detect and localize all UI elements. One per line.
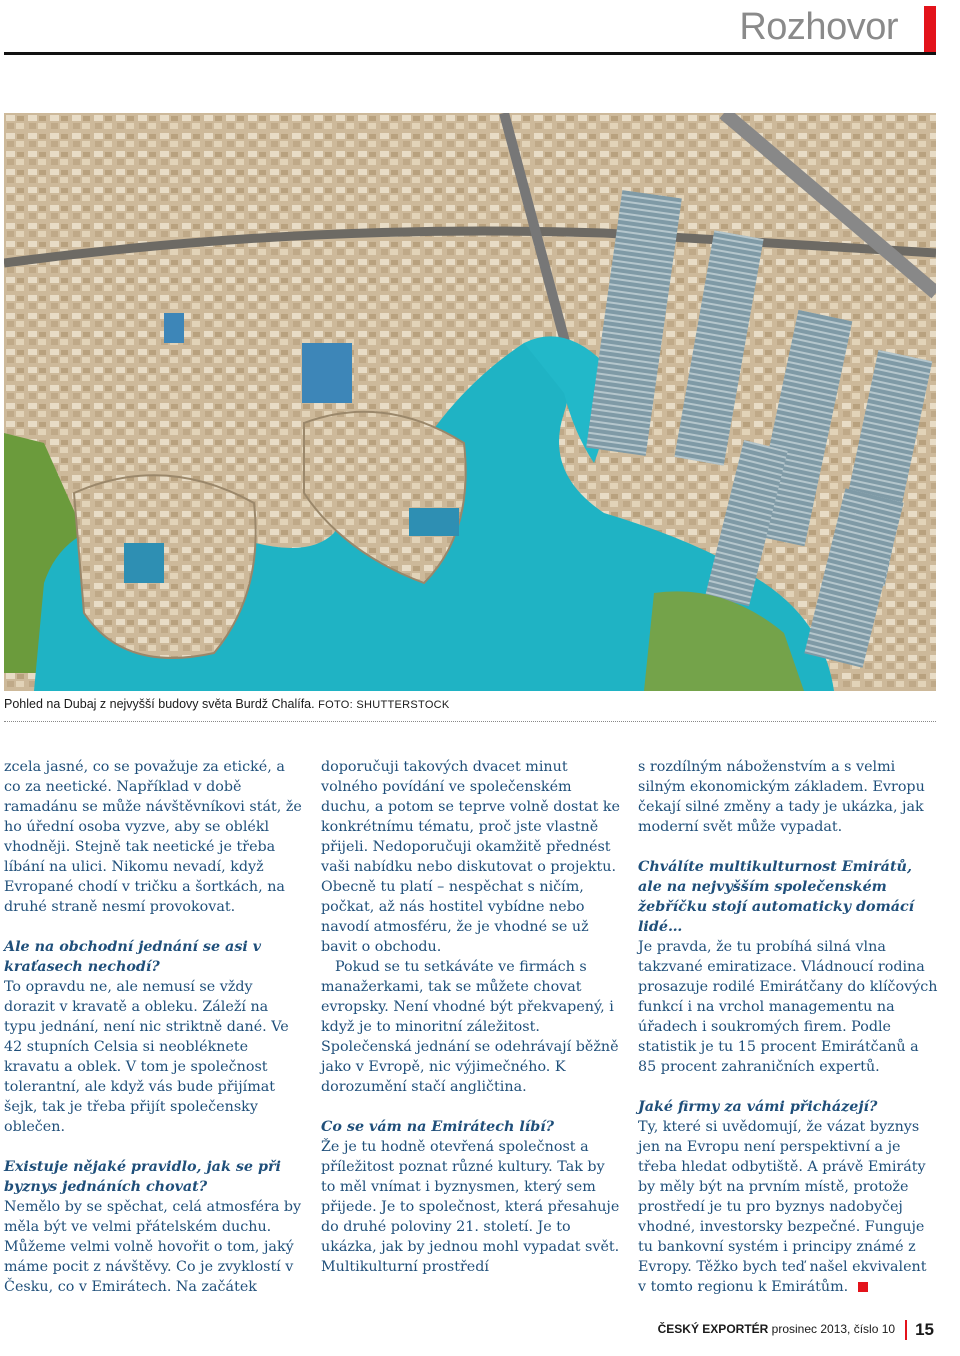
interview-answer: Že je tu hodně otevřená společnost a příležitost poznat různé kultury. Tak by to měl vnímat i byznysmen, který sem přijede. Je to společnost, která přesahuje do druhé poloviny 21. století. Je to ukázka, jak by jednou mohl vypadat svět. Multikulturní prostředí <box>321 1139 620 1275</box>
article-column-2 <box>321 757 621 1277</box>
paragraph: Pokud se tu setkáváte ve firmách s manažerkami, tak se můžete chovat evropsky. Není vhodné být překvapený, i když je to minoritní záležitost. Společenská jednání se odehrávají běžně jako v Evropě, nic výjimečného. K dorozumění stačí angličtina. <box>321 959 619 1095</box>
paragraph: s rozdílným náboženstvím a s velmi silným ekonomickým základem. Evropu čekají silné změny a tady je ukázka, jak moderní svět může vypadat. <box>638 759 925 835</box>
photo-caption <box>4 697 450 711</box>
page-footer <box>658 1320 934 1340</box>
paragraph: doporučuji takových dvacet minut volného povídání ve společenském duchu, a potom se teprve volně dostat ke konkrétnímu tématu, proč jste vlastně přijeli. Nedoporučuji okamžitě přednést vaši nabídku nebo diskutovat o projektu. Obecně tu platí – nespěchat s ničím, počkat, až nás hostitel vybídne nebo navodí atmosféru, že je vhodné se už bavit o obchodu. <box>321 759 621 955</box>
header-divider <box>4 52 936 55</box>
photo-credit: FOTO: SHUTTERSTOCK <box>318 699 450 711</box>
interview-question: Ale na obchodní jednání se asi v kraťasech nechodí? <box>4 939 262 975</box>
end-of-article-mark <box>858 1282 868 1292</box>
interview-question: Existuje nějaké pravidlo, jak se při byznys jednáních chovat? <box>4 1159 281 1195</box>
interview-question: Jaké firmy za vámi přicházejí? <box>638 1099 878 1115</box>
magazine-name: ČESKÝ EXPORTÉR <box>657 1322 769 1336</box>
article-column-3 <box>638 757 938 1297</box>
issue-info: prosinec 2013, číslo 10 <box>768 1322 896 1336</box>
section-title: Rozhovor <box>739 6 898 48</box>
paragraph: zcela jasné, co se považuje za etické, a co za neetické. Například v době ramadánu se může návštěvníkovi stát, že ho úřední osoba vyzve, aby se oblékl vhodněji. Stejně tak neetické je třeba líbání na ulici. Nikomu nevadí, když Evropané chodí v tričku a šortkách, na druhé straně nesmí provokovat. <box>4 759 302 915</box>
interview-question: Co se vám na Emirátech líbí? <box>321 1119 555 1135</box>
caption-text: Pohled na Dubaj z nejvyšší budovy světa Burdž Chalífa. <box>4 697 319 711</box>
answer-text: Ty, které si uvědomují, že vázat byznys jen na Evropu není perspektivní a je třeba hledat odbytiště. A právě Emiráty by měly být na prvním místě, protože prostředí je tu pro byznys nadobyčej vhodné, investorsky bezpečné. Funguje tu bankovní systém i principy známé z Evropy. Těžko bych teď našel ekvivalent v tomto regionu k Emirátům. <box>638 1119 927 1295</box>
dubai-aerial-photo <box>4 113 936 691</box>
section-accent-bar <box>924 6 936 54</box>
interview-answer: Nemělo by se spěchat, celá atmosféra by měla být ve velmi přátelském duchu. Můžeme velmi volně hovořit o tom, jaký máme pocit z návštěvy. Co je zvyklostí v Česku, co v Emirátech. Na začátek <box>4 1199 302 1295</box>
interview-question: Chválíte multikulturnost Emirátů, ale na nejvyšším společenském žebříčku stojí automaticky domácí lidé… <box>638 859 915 935</box>
interview-answer <box>638 1117 938 1297</box>
article-column-1 <box>4 757 304 1297</box>
interview-answer: Je pravda, že tu probíhá silná vlna takzvané emiratizace. Vládnoucí rodina prosazuje rodilé Emirátčany do klíčových funkcí i na vrchol managementu na úřadech i soukromých firem. Podle statistik je tu 15 procent Emirátčanů a 85 procent zahraničních expertů. <box>638 939 938 1075</box>
caption-divider <box>4 721 936 722</box>
interview-answer: To opravdu ne, ale nemusí se vždy dorazit v kravatě a obleku. Záleží na typu jednání, není nic striktně dané. Ve 42 stupních Celsia si neobléknete kravatu a oblek. V tom je společnost tolerantní, ale když vás bude přijímat šejk, tak je třeba přijít společensky oblečen. <box>4 979 289 1135</box>
page-number: 15 <box>905 1320 934 1340</box>
